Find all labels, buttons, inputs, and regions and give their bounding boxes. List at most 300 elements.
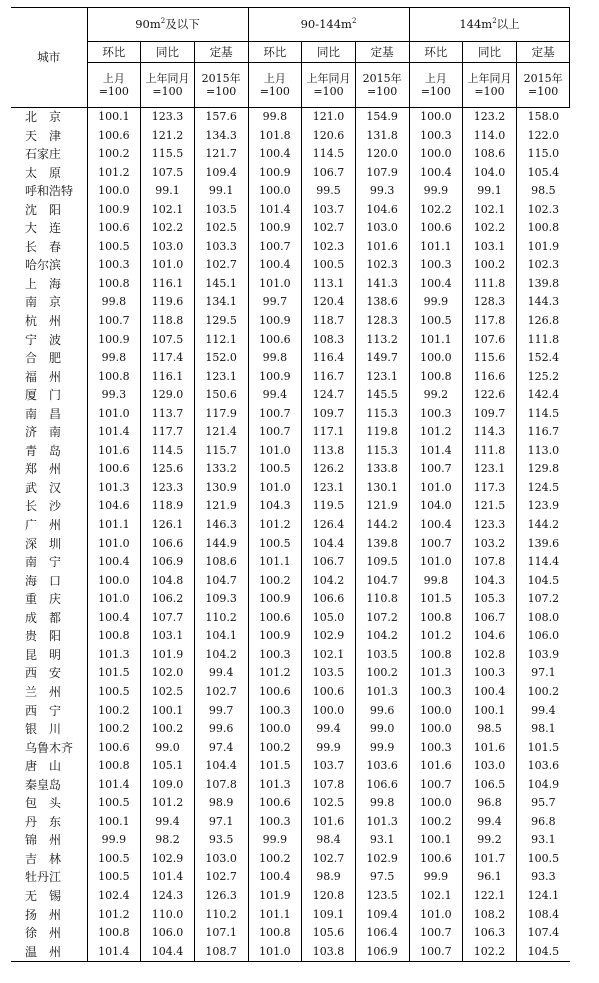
index-value: 100.2: [409, 813, 463, 832]
index-value: 106.0: [516, 627, 570, 646]
index-value: 123.1: [194, 368, 248, 387]
city-name: 牡丹江: [25, 870, 62, 885]
index-value: 133.2: [194, 460, 248, 479]
index-value: 101.9: [248, 887, 302, 906]
index-value: 118.7: [302, 312, 356, 331]
index-value: 128.3: [463, 293, 517, 312]
table-row: [11, 479, 570, 498]
table-row: [11, 405, 570, 424]
index-value: 116.7: [516, 423, 570, 442]
sub-header-mom: 环比: [87, 42, 141, 63]
index-value: 111.8: [463, 442, 517, 461]
index-value: 101.3: [355, 813, 409, 832]
index-value: 144.9: [194, 535, 248, 554]
index-value: 100.1: [141, 702, 195, 721]
index-value: 150.6: [194, 386, 248, 405]
index-value: 99.1: [194, 182, 248, 201]
index-value: 107.5: [141, 164, 195, 183]
index-value: 104.7: [355, 572, 409, 591]
index-value: 100.0: [248, 720, 302, 739]
index-value: 97.4: [194, 739, 248, 758]
index-value: 129.8: [516, 460, 570, 479]
table-row: [11, 813, 570, 832]
table-row: [11, 164, 570, 183]
index-value: 123.1: [463, 460, 517, 479]
index-value: 101.2: [141, 794, 195, 813]
index-value: 99.8: [87, 293, 141, 312]
index-value: 109.4: [194, 164, 248, 183]
index-value: 99.9: [409, 293, 463, 312]
index-value: 99.2: [463, 831, 517, 850]
index-value: 102.7: [302, 219, 356, 238]
index-value: 121.5: [463, 497, 517, 516]
index-value: 109.7: [463, 405, 517, 424]
index-value: 106.9: [355, 943, 409, 962]
index-value: 100.2: [516, 683, 570, 702]
index-value: 100.1: [87, 108, 141, 127]
index-value: 101.3: [409, 664, 463, 683]
index-value: 99.4: [194, 664, 248, 683]
city-name: 西 宁: [25, 703, 62, 718]
sub-header-yoy: 同比: [141, 42, 195, 63]
index-value: 99.9: [248, 831, 302, 850]
index-value: 100.1: [87, 813, 141, 832]
index-value: 100.8: [87, 757, 141, 776]
index-value: 100.9: [248, 368, 302, 387]
table-row: [11, 720, 570, 739]
index-value: 100.0: [409, 794, 463, 813]
index-value: 123.2: [463, 108, 517, 127]
index-value: 101.5: [516, 739, 570, 758]
index-value: 110.0: [141, 906, 195, 925]
city-name: 海 口: [25, 573, 62, 588]
index-value: 100.3: [409, 127, 463, 146]
index-value: 99.4: [516, 702, 570, 721]
index-value: 99.8: [409, 572, 463, 591]
index-value: 100.5: [248, 460, 302, 479]
index-value: 93.1: [516, 831, 570, 850]
index-value: 104.0: [409, 497, 463, 516]
index-value: 130.9: [194, 479, 248, 498]
index-value: 115.6: [463, 349, 517, 368]
city-name: 郑 州: [25, 462, 62, 477]
index-value: 106.6: [302, 590, 356, 609]
index-value: 103.0: [141, 238, 195, 257]
index-value: 101.2: [248, 516, 302, 535]
index-value: 100.5: [87, 850, 141, 869]
table-row: [11, 850, 570, 869]
index-value: 114.5: [141, 442, 195, 461]
index-value: 105.3: [463, 590, 517, 609]
index-value: 130.1: [355, 479, 409, 498]
index-value: 99.1: [463, 182, 517, 201]
index-value: 107.8: [302, 776, 356, 795]
index-value: 104.4: [194, 757, 248, 776]
index-value: 106.9: [141, 553, 195, 572]
base-header-base: 2015年 =100: [516, 63, 570, 108]
index-value: 101.0: [248, 479, 302, 498]
index-value: 101.9: [141, 646, 195, 665]
index-value: 99.2: [409, 386, 463, 405]
index-value: 99.9: [355, 739, 409, 758]
index-value: 100.9: [248, 627, 302, 646]
table-row: [11, 590, 570, 609]
index-value: 99.4: [463, 813, 517, 832]
index-value: 105.4: [516, 164, 570, 183]
index-value: 97.1: [194, 813, 248, 832]
index-value: 100.3: [248, 646, 302, 665]
index-value: 98.4: [302, 831, 356, 850]
index-value: 99.5: [302, 182, 356, 201]
table-row: [11, 368, 570, 387]
index-value: 101.4: [409, 442, 463, 461]
table-row: [11, 906, 570, 925]
index-value: 102.2: [141, 219, 195, 238]
index-value: 108.7: [194, 943, 248, 962]
index-value: 107.2: [516, 590, 570, 609]
city-name: 福 州: [25, 369, 62, 384]
index-value: 101.6: [87, 442, 141, 461]
index-value: 99.4: [302, 720, 356, 739]
index-value: 97.5: [355, 868, 409, 887]
index-value: 96.1: [463, 868, 517, 887]
index-value: 106.4: [355, 924, 409, 943]
index-value: 100.0: [409, 702, 463, 721]
table-row: [11, 256, 570, 275]
table-row: [11, 312, 570, 331]
index-value: 108.4: [516, 906, 570, 925]
city-name: 无 锡: [25, 888, 62, 903]
index-value: 100.2: [87, 702, 141, 721]
table-row: [11, 460, 570, 479]
table-row: [11, 331, 570, 350]
index-value: 103.7: [302, 757, 356, 776]
index-value: 103.1: [141, 627, 195, 646]
index-value: 126.3: [194, 887, 248, 906]
index-value: 113.0: [516, 442, 570, 461]
index-value: 93.1: [355, 831, 409, 850]
index-value: 101.3: [248, 776, 302, 795]
city-name: 深 圳: [25, 536, 62, 551]
index-value: 100.8: [516, 219, 570, 238]
index-value: 101.0: [409, 479, 463, 498]
table-row: [11, 127, 570, 146]
index-value: 104.0: [463, 164, 517, 183]
index-value: 101.2: [248, 664, 302, 683]
index-value: 117.4: [141, 349, 195, 368]
index-value: 111.8: [463, 275, 517, 294]
table-row: [11, 627, 570, 646]
index-value: 117.1: [302, 423, 356, 442]
index-value: 104.5: [516, 943, 570, 962]
index-value: 99.8: [87, 349, 141, 368]
index-value: 104.3: [248, 497, 302, 516]
index-value: 100.5: [302, 256, 356, 275]
index-value: 100.0: [409, 720, 463, 739]
index-value: 102.0: [141, 664, 195, 683]
index-value: 102.1: [463, 201, 517, 220]
index-value: 102.5: [194, 219, 248, 238]
index-value: 102.7: [302, 850, 356, 869]
index-value: 101.3: [355, 683, 409, 702]
index-value: 116.1: [141, 368, 195, 387]
city-name: 锦 州: [25, 833, 62, 848]
index-value: 107.6: [463, 331, 517, 350]
table-row: [11, 924, 570, 943]
index-value: 99.8: [248, 349, 302, 368]
table-row: [11, 497, 570, 516]
index-value: 107.5: [141, 331, 195, 350]
index-value: 115.3: [355, 405, 409, 424]
city-name: 南 京: [25, 295, 62, 310]
index-value: 104.1: [194, 627, 248, 646]
city-name: 兰 州: [25, 684, 62, 699]
index-value: 106.6: [141, 535, 195, 554]
index-value: 100.3: [409, 405, 463, 424]
sub-header-mom: 环比: [248, 42, 302, 63]
index-value: 101.4: [87, 423, 141, 442]
table-row: [11, 831, 570, 850]
index-value: 100.6: [248, 683, 302, 702]
index-value: 126.2: [302, 460, 356, 479]
index-value: 101.4: [141, 868, 195, 887]
city-name: 南 昌: [25, 406, 62, 421]
index-value: 101.4: [248, 201, 302, 220]
index-value: 99.4: [248, 386, 302, 405]
index-value: 100.8: [409, 646, 463, 665]
index-value: 142.4: [516, 386, 570, 405]
index-value: 100.5: [516, 850, 570, 869]
index-value: 100.0: [248, 182, 302, 201]
city-name: 济 南: [25, 425, 62, 440]
index-value: 123.3: [463, 516, 517, 535]
index-value: 107.4: [516, 924, 570, 943]
index-value: 100.2: [248, 572, 302, 591]
index-value: 105.1: [141, 757, 195, 776]
index-value: 124.3: [141, 887, 195, 906]
index-value: 115.5: [141, 145, 195, 164]
index-value: 104.3: [463, 572, 517, 591]
sub-header-base: 定基: [516, 42, 570, 63]
city-name: 吉 林: [25, 851, 62, 866]
index-value: 120.8: [302, 887, 356, 906]
index-value: 108.6: [194, 553, 248, 572]
index-value: 107.7: [141, 609, 195, 628]
index-value: 101.6: [463, 739, 517, 758]
index-value: 116.1: [141, 275, 195, 294]
index-value: 100.2: [463, 256, 517, 275]
index-value: 102.7: [194, 256, 248, 275]
table-row: [11, 182, 570, 201]
index-value: 99.8: [355, 794, 409, 813]
table-row: [11, 702, 570, 721]
index-value: 100.8: [248, 924, 302, 943]
index-value: 126.4: [302, 516, 356, 535]
index-value: 117.3: [463, 479, 517, 498]
city-name: 乌鲁木齐: [25, 740, 74, 755]
group-header-medium: $90-144m^2$: [248, 8, 409, 42]
table-row: [11, 757, 570, 776]
index-value: 101.1: [248, 906, 302, 925]
index-value: 100.8: [409, 609, 463, 628]
index-value: 124.1: [516, 887, 570, 906]
index-value: 100.4: [248, 256, 302, 275]
index-value: 100.8: [87, 924, 141, 943]
index-value: 104.8: [141, 572, 195, 591]
index-value: 115.0: [516, 145, 570, 164]
index-value: 99.9: [409, 868, 463, 887]
index-value: 120.4: [302, 293, 356, 312]
city-name: 石家庄: [25, 147, 62, 162]
city-name: 合 肥: [25, 351, 62, 366]
index-value: 100.0: [409, 145, 463, 164]
index-value: 99.6: [194, 720, 248, 739]
city-name: 长 春: [25, 239, 62, 254]
index-value: 107.9: [355, 164, 409, 183]
index-value: 106.7: [302, 164, 356, 183]
index-value: 100.5: [87, 868, 141, 887]
index-value: 123.3: [141, 479, 195, 498]
index-value: 98.9: [302, 868, 356, 887]
index-value: 102.3: [355, 256, 409, 275]
city-name: 唐 山: [25, 759, 62, 774]
city-name: 长 沙: [25, 499, 62, 514]
index-value: 116.6: [463, 368, 517, 387]
index-value: 109.1: [302, 906, 356, 925]
city-name: 天 津: [25, 128, 62, 143]
index-value: 104.2: [194, 646, 248, 665]
table-body: [11, 108, 570, 962]
city-name: 太 原: [25, 165, 62, 180]
index-value: 139.8: [355, 535, 409, 554]
index-value: 102.3: [302, 238, 356, 257]
index-value: 103.0: [463, 757, 517, 776]
city-name: 徐 州: [25, 926, 62, 941]
index-value: 139.6: [516, 535, 570, 554]
table-row: [11, 219, 570, 238]
index-value: 104.5: [516, 572, 570, 591]
index-value: 120.6: [302, 127, 356, 146]
index-value: 102.1: [141, 201, 195, 220]
index-value: 100.3: [248, 702, 302, 721]
index-value: 103.0: [355, 219, 409, 238]
index-value: 116.4: [302, 349, 356, 368]
index-value: 101.6: [302, 813, 356, 832]
index-value: 102.7: [194, 683, 248, 702]
index-value: 109.4: [355, 906, 409, 925]
city-name: 西 安: [25, 666, 62, 681]
index-value: 144.2: [355, 516, 409, 535]
index-value: 152.0: [194, 349, 248, 368]
sub-header-base: 定基: [194, 42, 248, 63]
index-value: 114.3: [463, 423, 517, 442]
index-value: 100.6: [87, 219, 141, 238]
index-value: 109.3: [194, 590, 248, 609]
index-value: 100.9: [87, 201, 141, 220]
table-row: [11, 386, 570, 405]
city-name: 成 都: [25, 610, 62, 625]
table-row: [11, 609, 570, 628]
index-value: 100.9: [248, 590, 302, 609]
sub-header-mom: 环比: [409, 42, 463, 63]
index-value: 116.7: [302, 368, 356, 387]
index-value: 100.7: [248, 238, 302, 257]
index-value: 100.7: [248, 423, 302, 442]
index-value: 103.2: [463, 535, 517, 554]
index-value: 100.2: [141, 720, 195, 739]
index-value: 125.6: [141, 460, 195, 479]
index-value: 100.1: [463, 702, 517, 721]
city-name: 温 州: [25, 944, 62, 959]
table-row: [11, 868, 570, 887]
index-value: 103.9: [516, 646, 570, 665]
index-value: 133.8: [355, 460, 409, 479]
index-value: 121.7: [194, 145, 248, 164]
sub-header-row: [11, 42, 570, 63]
price-index-table: [11, 7, 570, 962]
index-value: 107.1: [194, 924, 248, 943]
city-name: 贵 阳: [25, 629, 62, 644]
index-value: 100.3: [409, 683, 463, 702]
index-value: 109.7: [302, 405, 356, 424]
table-header: [11, 8, 570, 108]
city-name: 昆 明: [25, 647, 62, 662]
city-name: 北 京: [25, 110, 62, 124]
index-value: 100.2: [248, 739, 302, 758]
table-row: [11, 683, 570, 702]
index-value: 99.1: [141, 182, 195, 201]
base-header-yoy: 上年同月 =100: [302, 63, 356, 108]
index-value: 100.0: [409, 349, 463, 368]
city-name: 秦皇岛: [25, 777, 62, 792]
index-value: 157.6: [194, 108, 248, 127]
index-value: 119.5: [302, 497, 356, 516]
index-value: 100.7: [409, 776, 463, 795]
index-value: 100.8: [87, 275, 141, 294]
index-value: 100.7: [409, 943, 463, 962]
index-value: 103.6: [516, 757, 570, 776]
index-value: 113.8: [302, 442, 356, 461]
index-value: 100.6: [409, 219, 463, 238]
index-value: 100.5: [87, 683, 141, 702]
index-value: 121.0: [302, 108, 356, 127]
table-row: [11, 535, 570, 554]
index-value: 101.4: [87, 943, 141, 962]
index-value: 109.0: [141, 776, 195, 795]
index-value: 99.0: [141, 739, 195, 758]
index-value: 114.5: [302, 145, 356, 164]
index-value: 105.6: [302, 924, 356, 943]
index-value: 101.4: [87, 776, 141, 795]
index-value: 138.6: [355, 293, 409, 312]
index-value: 123.3: [141, 108, 195, 127]
index-value: 106.7: [302, 553, 356, 572]
index-value: 100.2: [87, 145, 141, 164]
table-row: [11, 776, 570, 795]
index-value: 100.8: [87, 627, 141, 646]
index-value: 126.1: [141, 516, 195, 535]
city-name: 银 川: [25, 722, 62, 737]
index-value: 98.5: [516, 182, 570, 201]
city-name: 丹 东: [25, 814, 62, 829]
index-value: 100.4: [248, 145, 302, 164]
index-value: 108.3: [302, 331, 356, 350]
table-row: [11, 145, 570, 164]
index-value: 103.0: [194, 850, 248, 869]
index-value: 100.5: [87, 794, 141, 813]
index-value: 101.2: [87, 906, 141, 925]
index-value: 101.0: [141, 256, 195, 275]
